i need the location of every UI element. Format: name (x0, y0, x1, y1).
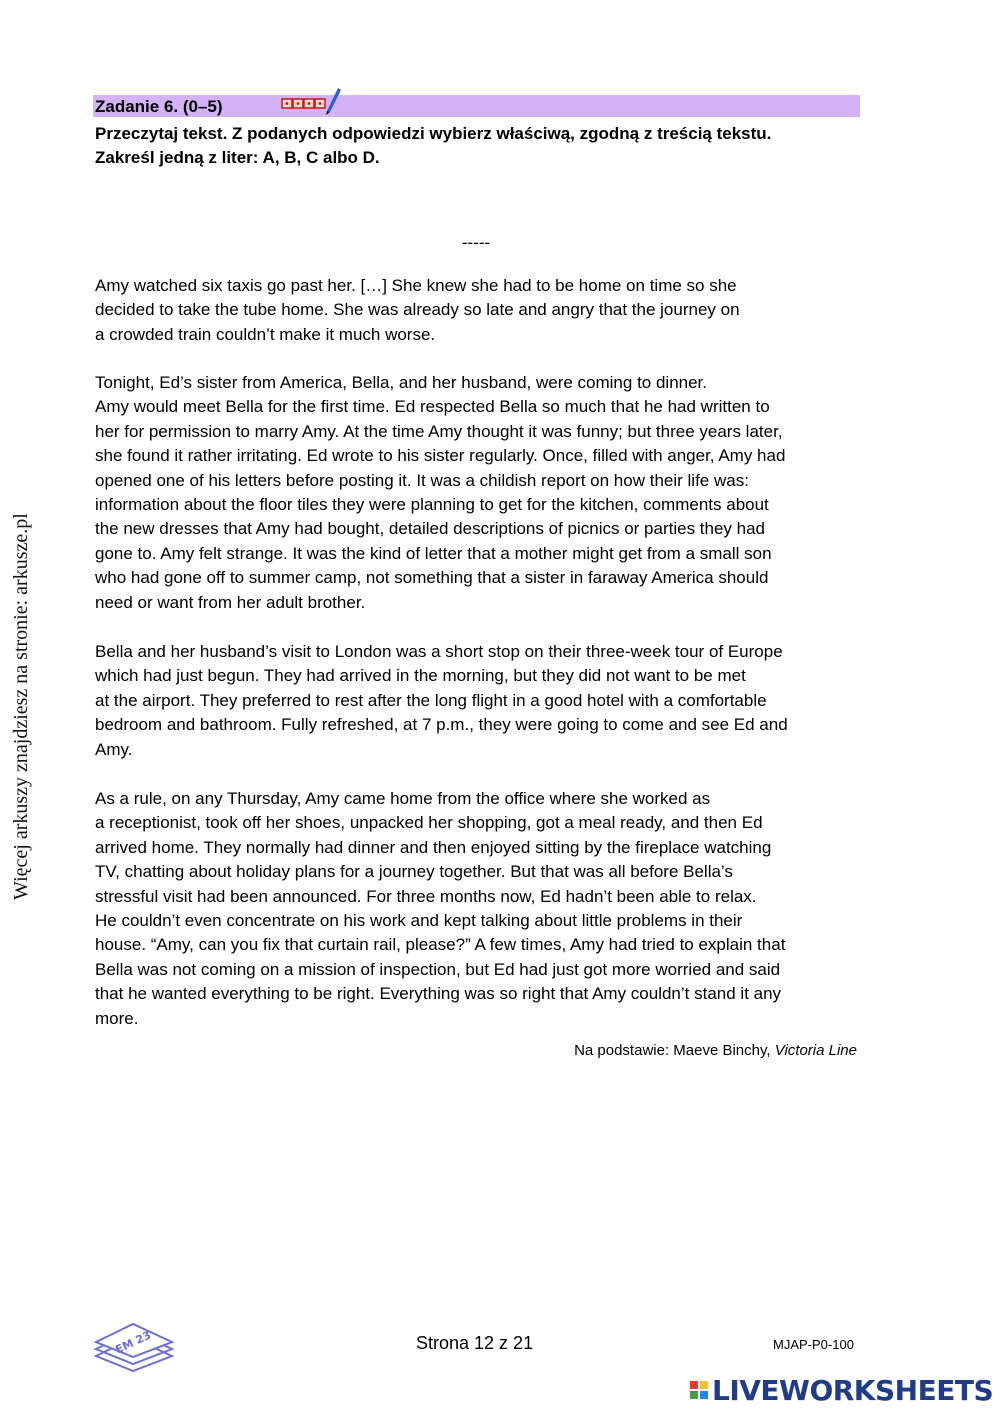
reading-paragraph-2: Tonight, Ed’s sister from America, Bella, and her husband, were coming to dinner. Amy would meet Bella for the first time. Ed respected Bella so much that he had written to her for permission to marry Amy. At the time Amy thought it was funny; but three years later, she found it rather irritating. Ed wrote to his sister regularly. Once, filled with anger, Amy had opened one of his letters before posting it. It was a childish report on how their life was: information about the floor tiles they were planning to get for the kitchen, comments about the new dresses that Amy had bought, detailed descriptions of picnics or parties they had gone to. Amy felt strange. It was the kind of letter that a mother might get from a small son who had gone off to summer camp, not something that a sister in faraway America should need or want from her adult brother. (95, 373, 786, 612)
source-citation (574, 1042, 857, 1059)
skill-boxes-pen-icon (280, 85, 342, 124)
exam-logo-text: EM 23 (113, 1328, 154, 1357)
task-title: Zadanie 6. (0–5) (95, 97, 223, 116)
task-header (93, 95, 860, 117)
liveworksheets-icon (690, 1381, 708, 1399)
liveworksheets-text: LIVEWORKSHEETS (712, 1373, 994, 1407)
source-title: Victoria Line (774, 1042, 857, 1059)
task-instruction (95, 122, 875, 170)
reading-paragraph-4: As a rule, on any Thursday, Amy came home from the office where she worked as a receptionist, took off her shoes, unpacked her shopping, got a meal ready, and then Ed arrived home. They normally had dinner and then enjoyed sitting by the fireplace watching TV, chatting about holiday plans for a journey together. But that was all before Bella’s stressful visit had been announced. For three months now, Ed hadn’t been able to relax. He couldn’t even concentrate on his work and kept talking about little problems in their house. “Amy, can you fix that curtain rail, please?” A few times, Amy had tried to explain that Bella was not coming on a mission of inspection, but Ed had just got more worried and said that he wanted everything to be right. Everything was so right that Amy couldn’t stand it any more. (95, 789, 786, 1028)
exam-logo-icon (93, 1318, 175, 1377)
separator: ----- (461, 233, 491, 252)
document-code: MJAP-P0-100 (773, 1337, 854, 1352)
instruction-line-1: Przeczytaj tekst. Z podanych odpowiedzi wybierz właściwą, zgodną z treścią tekstu. (95, 124, 772, 143)
page-number: Strona 12 z 21 (416, 1333, 534, 1353)
side-watermark-note: Więcej arkuszy znajdziesz na stronie: arkusze.pl (10, 513, 32, 900)
liveworksheets-brand (690, 1372, 993, 1408)
instruction-line-2: Zakreśl jedną z liter: A, B, C albo D. (95, 148, 380, 167)
source-prefix: Na podstawie: Maeve Binchy, (574, 1042, 775, 1059)
reading-paragraph-1: Amy watched six taxis go past her. […] She knew she had to be home on time so she decided to take the tube home. She was already so late and angry that the journey on a crowded train couldn’t make it much worse. (95, 276, 740, 344)
reading-paragraph-3: Bella and her husband’s visit to London was a short stop on their three-week tour of Europe which had just begun. They had arrived in the morning, but they did not want to be met at the airport. They preferred to rest after the long flight in a good hotel with a comfortable bedroom and bathroom. Fully refreshed, at 7 p.m., they were going to come and see Ed and Amy. (95, 642, 788, 759)
